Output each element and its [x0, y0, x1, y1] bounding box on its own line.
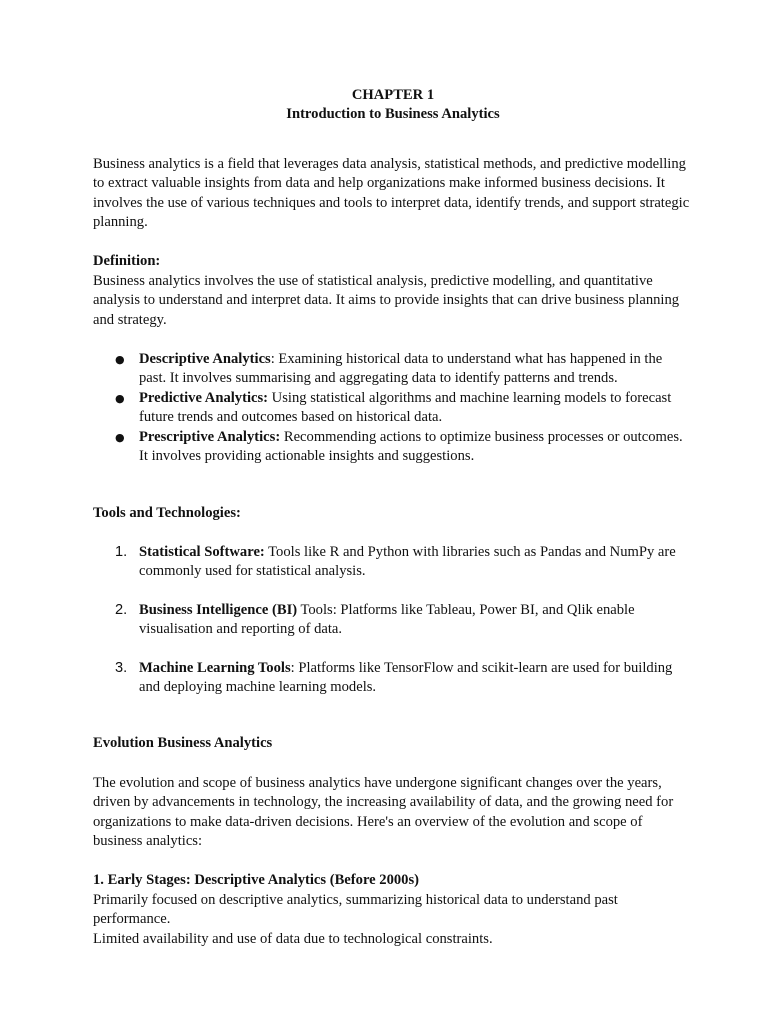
list-item-term: Business Intelligence (BI)	[139, 601, 298, 618]
list-item	[93, 350, 693, 389]
tools-list	[93, 543, 693, 697]
list-item-text: Tools: Platforms like Tableau, Power BI, and Qlik enable visualisation and reporting of data.	[139, 601, 635, 638]
list-item-number: 1.	[115, 543, 128, 560]
bullet-icon: ●	[115, 430, 125, 444]
list-item-term: Descriptive Analytics	[139, 351, 271, 368]
list-item-text: : Examining historical data to understand what has happened in the past. It involves summarising and aggregating data to identify patterns and trends.	[139, 351, 663, 387]
list-item	[93, 428, 693, 467]
evolution-paragraph: The evolution and scope of business analytics have undergone significant changes over the years, driven by advancements in technology, the increasing availability of data, and the growing need for organizations to make data-driven decisions. Here's an overview of the evolution and scope of business analytics:	[93, 774, 674, 849]
bullet-icon: ●	[115, 353, 125, 367]
intro-paragraph: Business analytics is a field that leverages data analysis, statistical methods, and predictive modelling to extract valuable insights from data and help organizations make informed business decisions. It involves the use of various techniques and tools to interpret data, identify trends, and support strategic planning.	[93, 155, 690, 231]
list-item	[93, 659, 693, 698]
chapter-title: Introduction to Business Analytics	[286, 106, 500, 123]
list-item-text: Tools like R and Python with libraries such as Pandas and NumPy are commonly used for statistical analysis.	[139, 543, 676, 580]
definition-heading: Definition:	[93, 253, 161, 270]
document-body	[93, 86, 693, 949]
early-stages-line-1: Primarily focused on descriptive analytics, summarizing historical data to understand past performance.	[93, 891, 618, 928]
definition-text: Business analytics involves the use of statistical analysis, predictive modelling, and quantitative analysis to understand and interpret data. It aims to provide insights that can drive business planning and strategy.	[93, 272, 680, 328]
tools-heading: Tools and Technologies:	[93, 504, 241, 521]
list-item-term: Machine Learning Tools	[139, 659, 291, 676]
list-item	[93, 601, 693, 640]
early-stages-heading: 1. Early Stages: Descriptive Analytics (Before 2000s)	[93, 872, 420, 889]
list-item-term: Prescriptive Analytics:	[139, 428, 281, 445]
list-item-term: Predictive Analytics:	[139, 389, 269, 406]
list-item-text: Using statistical algorithms and machine learning models to forecast future trends and outcomes based on historical data.	[139, 389, 672, 426]
evolution-heading: Evolution Business Analytics	[93, 735, 273, 752]
list-item-term: Statistical Software:	[139, 543, 265, 560]
list-item-text: : Platforms like TensorFlow and scikit-learn are used for building and deploying machine learning models.	[139, 659, 673, 695]
early-stages-line-2: Limited availability and use of data due to technological constraints.	[93, 930, 493, 947]
list-item-number: 2.	[115, 601, 128, 618]
chapter-number: CHAPTER 1	[351, 87, 435, 103]
list-item-number: 3.	[115, 659, 128, 676]
list-item	[93, 543, 693, 582]
analytics-types-list	[93, 350, 693, 466]
list-item	[93, 389, 693, 428]
list-item-text: Recommending actions to optimize business processes or outcomes. It involves providing actionable insights and suggestions.	[139, 428, 683, 465]
bullet-icon: ●	[115, 391, 125, 405]
